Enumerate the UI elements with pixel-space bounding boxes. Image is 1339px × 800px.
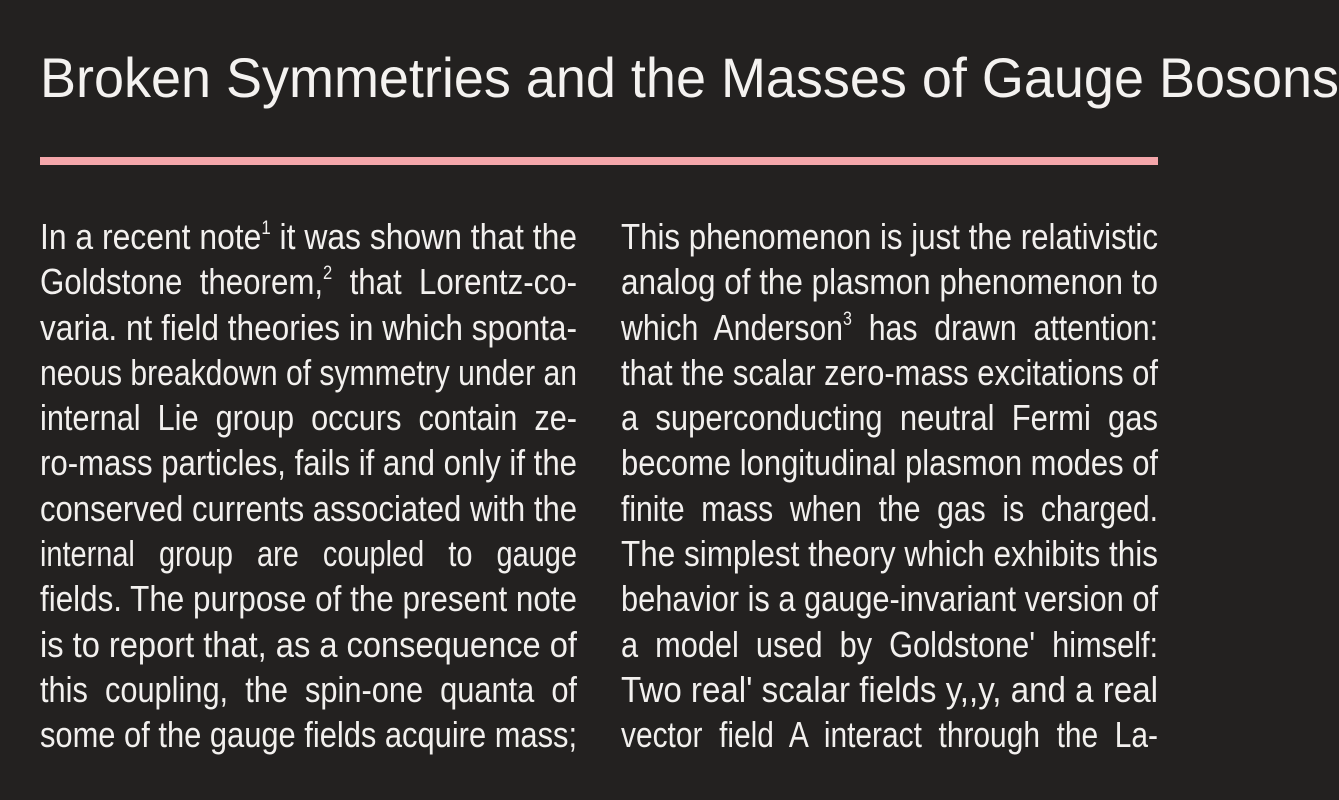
text-segment: that Lorentz-co- (332, 261, 578, 303)
text-line-content (621, 712, 1158, 757)
text-line-content (40, 214, 577, 259)
text-segment: a model used by Goldstone' himself: (621, 623, 1159, 665)
left-text-column (40, 214, 577, 774)
text-line (621, 667, 1158, 712)
text-line-content (40, 622, 577, 667)
text-segment: some of the gauge fields acquire mass; (40, 714, 578, 756)
text-line-content (621, 395, 1158, 440)
text-line-content (621, 531, 1158, 576)
text-line (621, 576, 1158, 621)
text-segment: conserved currents associated with the (40, 487, 578, 529)
text-line (40, 350, 577, 395)
text-segment: neous breakdown of symmetry under an (40, 351, 577, 393)
text-line-content (40, 395, 577, 440)
text-segment: is to report that, as a consequence of (40, 623, 577, 665)
text-line-content (621, 305, 1158, 350)
text-line (40, 305, 577, 350)
text-line-content (621, 576, 1158, 621)
text-segment: Two real' scalar fields y,,y, and a real (621, 668, 1158, 710)
text-line-content (621, 440, 1158, 485)
text-line (40, 259, 577, 304)
text-line (621, 305, 1158, 350)
text-line (621, 214, 1158, 259)
text-segment: internal Lie group occurs contain ze- (40, 397, 577, 439)
text-segment: has drawn attention: (851, 306, 1158, 348)
text-segment: ro-mass particles, fails if and only if the (40, 442, 578, 484)
footnote-reference: 3 (843, 308, 852, 330)
text-segment: varia. nt field theories in which sponta- (40, 306, 578, 348)
text-line-content (621, 667, 1158, 712)
text-line (621, 350, 1158, 395)
text-segment: a superconducting neutral Fermi gas (621, 397, 1158, 439)
text-segment: fields. The purpose of the present note (40, 578, 577, 620)
text-segment: Goldstone theorem, (40, 261, 324, 303)
text-line (621, 531, 1158, 576)
text-line (621, 259, 1158, 304)
text-line (40, 622, 577, 667)
text-segment: internal group are coupled to gauge (40, 533, 577, 575)
text-line-content (621, 622, 1158, 667)
text-line-content (621, 214, 1158, 259)
text-segment: this coupling, the spin-one quanta of (40, 668, 577, 710)
text-segment: In a recent note (40, 216, 262, 257)
text-line (40, 214, 577, 259)
text-line (40, 440, 577, 485)
text-line (621, 440, 1158, 485)
text-segment: vector field A interact through the La- (621, 714, 1159, 756)
text-line (621, 395, 1158, 440)
footnote-reference: 2 (323, 263, 333, 285)
text-line (40, 531, 577, 576)
text-segment: analog of the plasmon phenomenon to (621, 261, 1158, 303)
title-divider (40, 157, 1158, 165)
text-segment: This phenomenon is just the relativistic (621, 216, 1158, 257)
text-line-content (40, 305, 577, 350)
text-line-content (621, 350, 1158, 395)
text-segment: finite mass when the gas is charged. (621, 487, 1158, 529)
text-line-content (40, 667, 577, 712)
text-segment: behavior is a gauge-invariant version of (621, 578, 1159, 620)
text-line-content (40, 576, 577, 621)
text-line (621, 622, 1158, 667)
footnote-reference: 1 (261, 218, 271, 239)
text-line (40, 667, 577, 712)
text-line-content (40, 440, 577, 485)
text-line (621, 486, 1158, 531)
page-title: Broken Symmetries and the Masses of Gauge Bosons (40, 46, 1339, 109)
text-line-content (40, 259, 577, 304)
text-line-content (621, 259, 1158, 304)
text-line (40, 712, 577, 757)
text-line-content (40, 350, 577, 395)
text-line-content (621, 486, 1158, 531)
text-line (40, 576, 577, 621)
text-segment: it was shown that the (270, 216, 578, 257)
text-segment: which Anderson (621, 306, 844, 348)
text-segment: that the scalar zero-mass excitations of (621, 351, 1159, 393)
text-line-content (40, 486, 577, 531)
text-line-content (40, 712, 577, 757)
text-line (621, 712, 1158, 757)
text-line (40, 395, 577, 440)
text-line (40, 486, 577, 531)
right-text-column (621, 214, 1158, 774)
text-segment: The simplest theory which exhibits this (621, 533, 1158, 575)
text-segment: become longitudinal plasmon modes of (621, 442, 1159, 484)
text-line-content (40, 531, 577, 576)
